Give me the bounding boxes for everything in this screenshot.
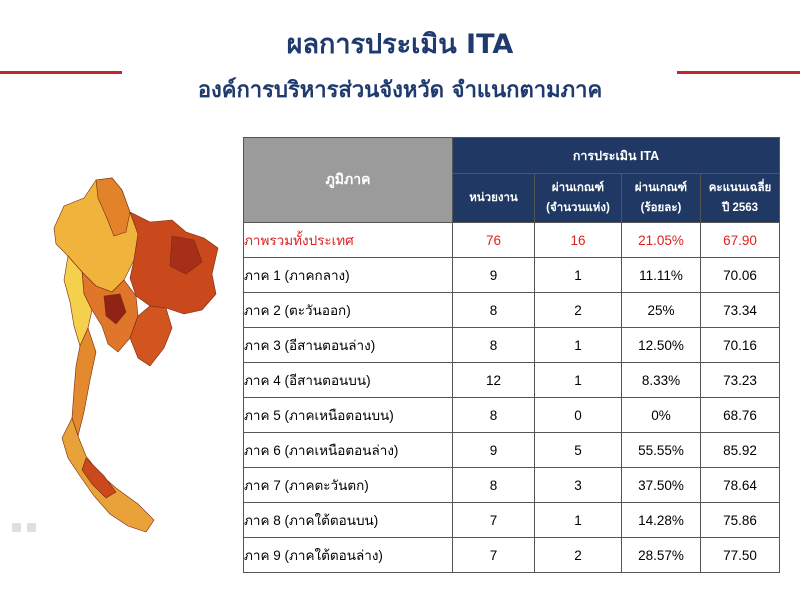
pass-percent: 14.28%	[622, 503, 701, 538]
average-score: 73.34	[701, 293, 780, 328]
units-count: 7	[453, 538, 535, 573]
header-ita-group: การประเมิน ITA	[453, 138, 780, 174]
pass-count: 3	[535, 468, 622, 503]
table-row	[244, 503, 780, 538]
region-name: ภาค 2 (ตะวันออก)	[244, 293, 453, 328]
pass-percent: 0%	[622, 398, 701, 433]
header-pass-count: ผ่านเกณฑ์ (จำนวนแห่ง)	[535, 174, 622, 223]
region-name: ภาพรวมทั้งประเทศ	[244, 223, 453, 258]
units-count: 9	[453, 433, 535, 468]
units-count: 8	[453, 398, 535, 433]
pass-percent: 21.05%	[622, 223, 701, 258]
header-average-score: คะแนนเฉลี่ย ปี 2563	[701, 174, 780, 223]
units-count: 8	[453, 468, 535, 503]
region-name: ภาค 5 (ภาคเหนือตอนบน)	[244, 398, 453, 433]
pass-percent: 11.11%	[622, 258, 701, 293]
average-score: 85.92	[701, 433, 780, 468]
region-name: ภาค 6 (ภาคเหนือตอนล่าง)	[244, 433, 453, 468]
pass-count: 2	[535, 538, 622, 573]
table-row	[244, 363, 780, 398]
pass-count: 16	[535, 223, 622, 258]
pass-count: 2	[535, 293, 622, 328]
pass-percent: 25%	[622, 293, 701, 328]
region-name: ภาค 9 (ภาคใต้ตอนล่าง)	[244, 538, 453, 573]
region-name: ภาค 8 (ภาคใต้ตอนบน)	[244, 503, 453, 538]
page-title: ผลการประเมิน ITA	[286, 29, 514, 60]
header-pass-percent: ผ่านเกณฑ์ (ร้อยละ)	[622, 174, 701, 223]
pass-count: 0	[535, 398, 622, 433]
average-score: 67.90	[701, 223, 780, 258]
ita-results-table	[243, 137, 780, 573]
pass-percent: 12.50%	[622, 328, 701, 363]
average-score: 73.23	[701, 363, 780, 398]
units-count: 76	[453, 223, 535, 258]
units-count: 12	[453, 363, 535, 398]
slide-controls[interactable]	[12, 523, 36, 532]
table-row	[244, 328, 780, 363]
region-name: ภาค 4 (อีสานตอนบน)	[244, 363, 453, 398]
table-row	[244, 398, 780, 433]
page-subtitle: องค์การบริหารส่วนจังหวัด จำแนกตามภาค	[197, 78, 603, 103]
average-score: 77.50	[701, 538, 780, 573]
table-row	[244, 293, 780, 328]
pass-count: 1	[535, 328, 622, 363]
region-name: ภาค 1 (ภาคกลาง)	[244, 258, 453, 293]
pass-count: 1	[535, 503, 622, 538]
map-region-south-lower	[62, 418, 154, 532]
average-score: 70.16	[701, 328, 780, 363]
slide-control-forward-icon[interactable]	[27, 523, 36, 532]
slide-control-back-icon[interactable]	[12, 523, 21, 532]
table-row	[244, 538, 780, 573]
thailand-map	[26, 176, 230, 538]
units-count: 7	[453, 503, 535, 538]
table-row-total	[244, 223, 780, 258]
table-row	[244, 433, 780, 468]
pass-count: 1	[535, 363, 622, 398]
header-region: ภูมิภาค	[244, 138, 453, 223]
region-name: ภาค 7 (ภาคตะวันตก)	[244, 468, 453, 503]
average-score: 78.64	[701, 468, 780, 503]
pass-count: 1	[535, 258, 622, 293]
table-row	[244, 468, 780, 503]
pass-count: 5	[535, 433, 622, 468]
pass-percent: 55.55%	[622, 433, 701, 468]
average-score: 75.86	[701, 503, 780, 538]
units-count: 9	[453, 258, 535, 293]
pass-percent: 37.50%	[622, 468, 701, 503]
units-count: 8	[453, 293, 535, 328]
table-row	[244, 258, 780, 293]
pass-percent: 8.33%	[622, 363, 701, 398]
header-units: หน่วยงาน	[453, 174, 535, 223]
region-name: ภาค 3 (อีสานตอนล่าง)	[244, 328, 453, 363]
average-score: 70.06	[701, 258, 780, 293]
map-region-south-upper	[72, 328, 96, 436]
pass-percent: 28.57%	[622, 538, 701, 573]
average-score: 68.76	[701, 398, 780, 433]
units-count: 8	[453, 328, 535, 363]
